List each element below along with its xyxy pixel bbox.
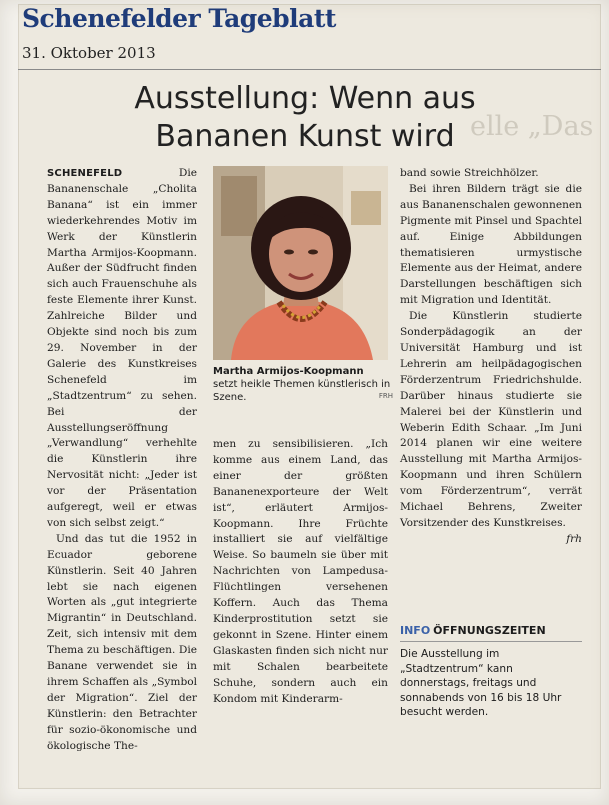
- paragraph-4-text: Die Künstlerin studierte Sonderpädagogik an der Universität Hamburg und ist Lehrerin am heilpädagogischen Förderzentrum Friedrichshulde. Darüber hinaus studierte sie Malerei bei der Künstlerin und Weberin Edith Schaar. „Im Juni 2014 planen wir eine weitere Ausstellung mit Martha Armijos-Koopmann und ihren Schülern vom Förderzentrum“, verrät Michael Behrens, Zweiter Vorsitzender des Kunstkreises.: [400, 310, 582, 529]
- dateline: SCHENEFELD: [47, 168, 123, 179]
- article-paragraph: [400, 182, 582, 309]
- info-title: ÖFFNUNGSZEITEN: [433, 624, 546, 637]
- headline-line-2: Bananen Kunst wird: [155, 119, 455, 154]
- article-paragraph: [47, 166, 197, 532]
- bleed-through-text: elle „Das: [470, 111, 594, 142]
- portrait-illustration: [213, 166, 388, 360]
- info-heading: [400, 624, 582, 642]
- paragraph-2-continued: men zu sensibilisieren. „Ich komme aus einem Land, das einer der größten Bananenexporteure der Welt ist“, erläutert Armijos-Koopmann. Ihre Früchte installiert sie auf vielfältige Weise. So baumeln sie über mit Nachrichten von Lampedusa-Flüchtlingen versehenen Koffern. Auch das Thema Kinderprostitution setzt sie gekonnt in Szene. Hinter einem Glaskasten finden sich nicht nur mit Schalen bearbeitete Schuhe, sondern auch ein Kondom mit Kinderarm-: [213, 438, 388, 705]
- info-body: Die Ausstellung im „Stadtzentrum“ kann donnerstags, freitags und sonnabends von 16 bis 18 Uhr besucht werden.: [400, 648, 562, 718]
- paragraph-3-text: Bei ihren Bildern trägt sie die aus Bananenschalen gewonnenen Pigmente mit Pinsel und Spachtel auf. Einige Abbildungen thematisieren urmystische Elemente aus der Heimat, andere Darstellungen beschäftigen sich mit Migration und Identität.: [400, 182, 583, 307]
- article-paragraph: [400, 309, 582, 545]
- paragraph-1-text: Die Bananenschale „Cholita Banana“ ist ein immer wiederkehrendes Motiv im Werk der Künstlerin Martha Armijos-Koopmann. Außer der Südfrucht finden sich auch Frauenschuhe als feste Elemente ihrer Kunst. Zahlreiche Bilder und Objekte sind noch bis zum 29. November in der Galerie des Kunstkreises Schenefeld im „Stadtzentrum“ zu sehen. Bei der Ausstellungseröffnung „Verwandlung“ verhehlte die Künstlerin ihre Nervosität nicht: „Jeder ist vor der Präsentation aufgeregt, weil er etwas von sich selbst zeigt.“: [47, 167, 197, 529]
- masthead-divider: [18, 69, 601, 70]
- photo-credit: FRH: [378, 392, 393, 400]
- article-column-3: [400, 166, 582, 548]
- article-column-1: [47, 166, 197, 755]
- article-paragraph: [400, 166, 582, 182]
- article-column-2: [213, 437, 388, 707]
- artist-photo: [213, 166, 388, 360]
- article-paragraph: [213, 437, 388, 707]
- article-paragraph: [47, 532, 197, 755]
- author-signature: frh: [566, 532, 582, 545]
- headline-line-1: Ausstellung: Wenn aus: [134, 81, 476, 116]
- newspaper-masthead: Schenefelder Tageblatt: [22, 4, 336, 33]
- paragraph-2-end: band sowie Streichhölzer.: [400, 167, 539, 179]
- info-box: [400, 624, 582, 720]
- article-headline: [40, 80, 570, 156]
- caption-text: setzt heikle Themen künstlerisch in Szene.: [213, 379, 391, 403]
- publication-date: 31. Oktober 2013: [22, 44, 156, 62]
- photo-caption: [213, 365, 393, 404]
- paragraph-2-text: Und das tut die 1952 in Ecuador geborene Künstlerin. Seit 40 Jahren lebt sie nach eigenen Worten als „gut integrierte Migrantin“ in Deutschland. Zeit, sich intensiv mit dem Thema zu beschäftigen. Die Banane verwendet sie in ihrem Schaffen als „Symbol der Migration“. Ziel der Künstlerin: den Betrachter für sozio-ökonomische und ökologische The-: [47, 532, 197, 752]
- info-tag: INFO: [400, 624, 431, 637]
- caption-name: Martha Armijos-Koopmann: [213, 366, 364, 377]
